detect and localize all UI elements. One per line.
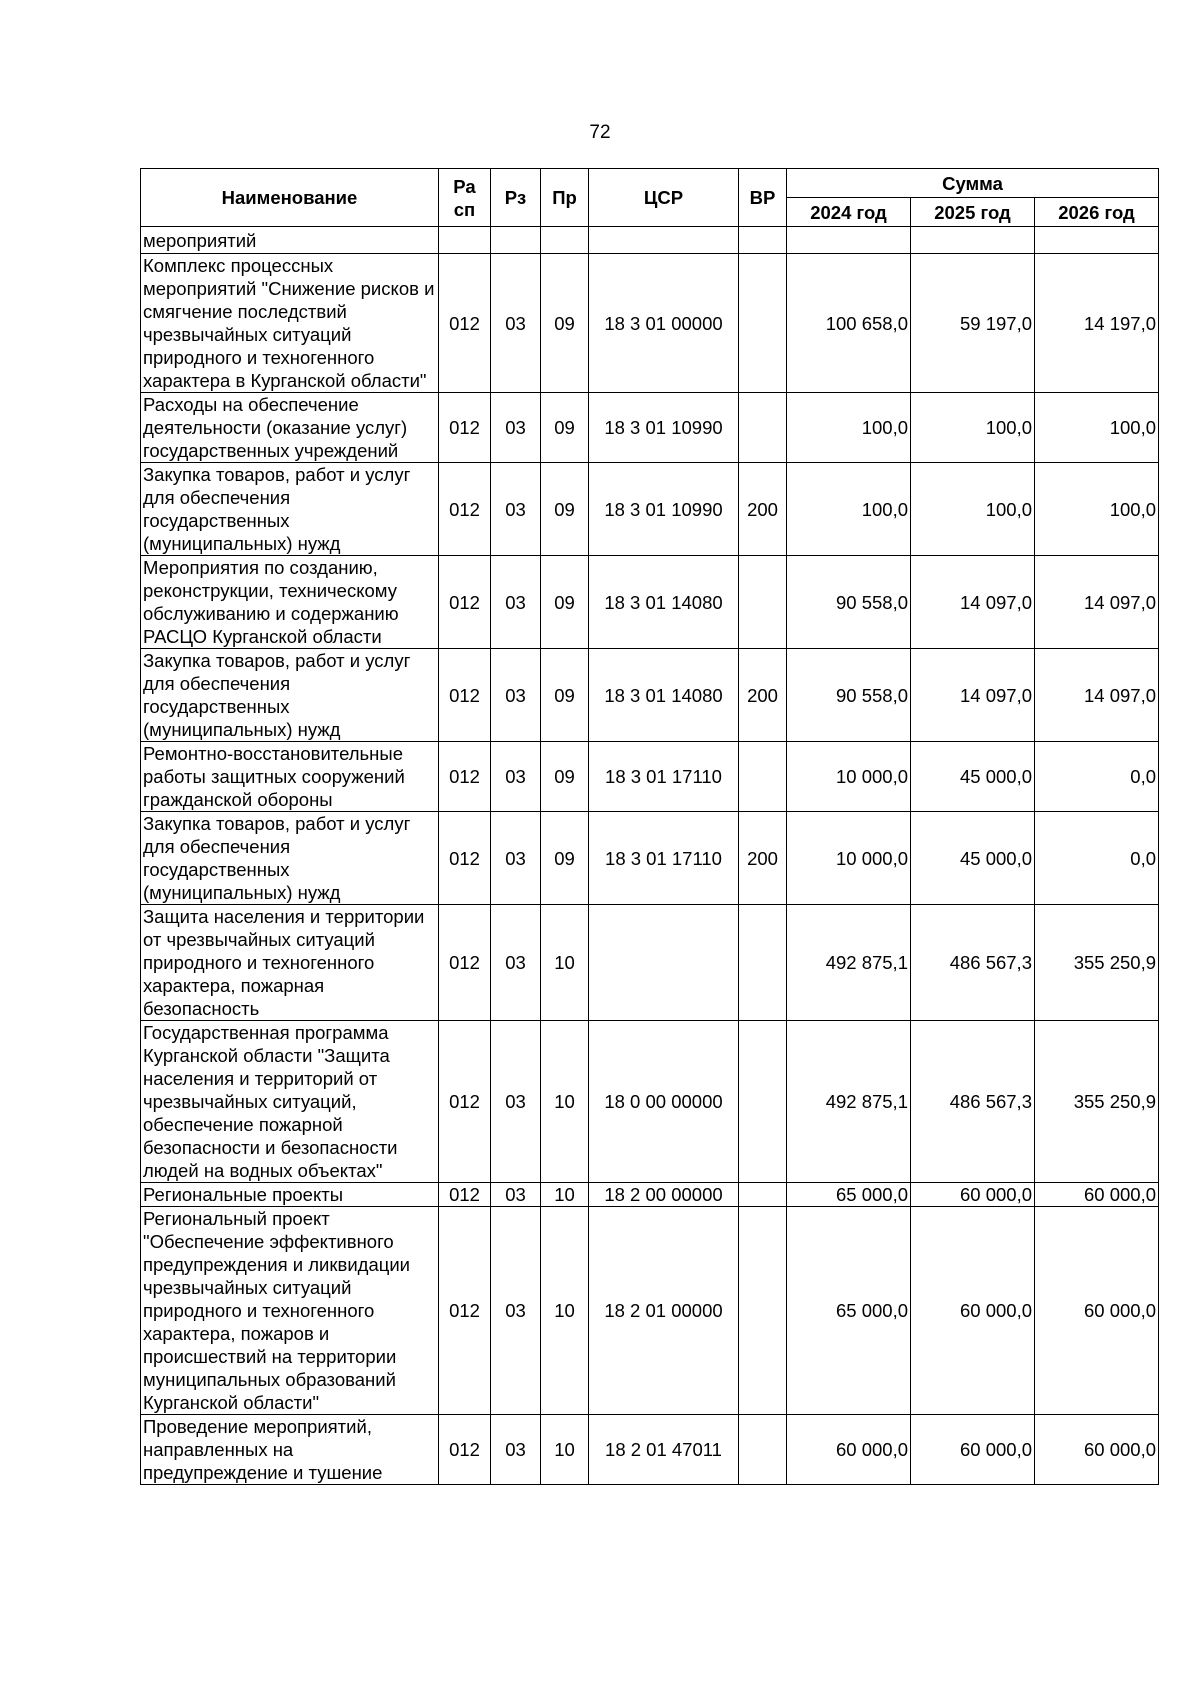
row-sum-2024: 100,0: [787, 463, 911, 556]
row-sum-2025: 100,0: [911, 393, 1035, 463]
row-sum-2024: 90 558,0: [787, 556, 911, 649]
row-sum-2025: 59 197,0: [911, 254, 1035, 393]
row-pr: 09: [541, 649, 589, 742]
row-sum-2026: 60 000,0: [1035, 1183, 1159, 1207]
row-sum-2026: 60 000,0: [1035, 1415, 1159, 1485]
row-sum-2025: 45 000,0: [911, 812, 1035, 905]
table-row: [141, 1021, 1159, 1183]
row-vr: [739, 393, 787, 463]
row-pr: 10: [541, 1207, 589, 1415]
row-pr: 09: [541, 812, 589, 905]
table-header: [141, 169, 1159, 227]
row-pr: 10: [541, 905, 589, 1021]
row-name: мероприятий: [141, 227, 439, 254]
row-rasp: 012: [439, 1183, 491, 1207]
row-sum-2026: 0,0: [1035, 812, 1159, 905]
row-csr: 18 3 01 14080: [589, 649, 739, 742]
row-name: Региональные проекты: [141, 1183, 439, 1207]
row-name: Закупка товаров, работ и услуг для обеспечения государственных (муниципальных) нужд: [141, 812, 439, 905]
table-row: [141, 1207, 1159, 1415]
row-pr: 09: [541, 463, 589, 556]
row-sum-2026: 0,0: [1035, 742, 1159, 812]
row-vr: [739, 742, 787, 812]
row-sum-2026: 60 000,0: [1035, 1207, 1159, 1415]
row-name: Закупка товаров, работ и услуг для обеспечения государственных (муниципальных) нужд: [141, 649, 439, 742]
row-csr: 18 3 01 10990: [589, 393, 739, 463]
row-sum-2025: 486 567,3: [911, 1021, 1035, 1183]
row-pr: 09: [541, 254, 589, 393]
row-rz: 03: [491, 1021, 541, 1183]
row-sum-2024: 492 875,1: [787, 905, 911, 1021]
row-csr: 18 2 01 47011: [589, 1415, 739, 1485]
row-pr: 09: [541, 556, 589, 649]
row-sum-2026: 355 250,9: [1035, 1021, 1159, 1183]
row-csr: [589, 227, 739, 254]
row-rasp: 012: [439, 812, 491, 905]
row-sum-2024: 100,0: [787, 393, 911, 463]
row-rasp: 012: [439, 393, 491, 463]
header-rasp: Ра сп: [439, 169, 491, 227]
row-sum-2024: 492 875,1: [787, 1021, 911, 1183]
row-sum-2026: 100,0: [1035, 393, 1159, 463]
row-rz: 03: [491, 1415, 541, 1485]
row-vr: [739, 905, 787, 1021]
row-rz: 03: [491, 905, 541, 1021]
row-name: Защита населения и территории от чрезвычайных ситуаций природного и техногенного характера, пожарная безопасность: [141, 905, 439, 1021]
row-sum-2025: 60 000,0: [911, 1207, 1035, 1415]
header-pr: Пр: [541, 169, 589, 227]
row-sum-2024: 65 000,0: [787, 1183, 911, 1207]
table-row: [141, 393, 1159, 463]
table-row: [141, 463, 1159, 556]
row-pr: 10: [541, 1021, 589, 1183]
row-rasp: 012: [439, 463, 491, 556]
row-csr: 18 3 01 17110: [589, 742, 739, 812]
row-vr: 200: [739, 463, 787, 556]
row-rz: 03: [491, 742, 541, 812]
row-rz: 03: [491, 556, 541, 649]
header-vr: ВР: [739, 169, 787, 227]
row-sum-2025: 100,0: [911, 463, 1035, 556]
header-year-2026: 2026 год: [1035, 198, 1159, 227]
row-sum-2026: 355 250,9: [1035, 905, 1159, 1021]
row-sum-2026: 14 097,0: [1035, 649, 1159, 742]
row-rasp: 012: [439, 1207, 491, 1415]
row-name: Проведение мероприятий, направленных на предупреждение и тушение: [141, 1415, 439, 1485]
row-sum-2024: 65 000,0: [787, 1207, 911, 1415]
row-sum-2024: [787, 227, 911, 254]
row-rasp: [439, 227, 491, 254]
row-vr: [739, 254, 787, 393]
row-sum-2026: [1035, 227, 1159, 254]
row-rasp: 012: [439, 742, 491, 812]
table-row: [141, 812, 1159, 905]
row-sum-2025: 60 000,0: [911, 1183, 1035, 1207]
row-sum-2026: 14 097,0: [1035, 556, 1159, 649]
row-sum-2025: 45 000,0: [911, 742, 1035, 812]
row-sum-2024: 90 558,0: [787, 649, 911, 742]
table-row: [141, 1415, 1159, 1485]
row-csr: 18 0 00 00000: [589, 1021, 739, 1183]
row-rz: [491, 227, 541, 254]
table-row: [141, 556, 1159, 649]
table-row: [141, 742, 1159, 812]
row-sum-2024: 10 000,0: [787, 812, 911, 905]
row-name: Расходы на обеспечение деятельности (оказание услуг) государственных учреждений: [141, 393, 439, 463]
table-row: [141, 649, 1159, 742]
row-rasp: 012: [439, 254, 491, 393]
page-number: 72: [589, 122, 611, 143]
row-rasp: 012: [439, 556, 491, 649]
row-rz: 03: [491, 812, 541, 905]
row-name: Закупка товаров, работ и услуг для обеспечения государственных (муниципальных) нужд: [141, 463, 439, 556]
row-sum-2024: 10 000,0: [787, 742, 911, 812]
row-sum-2026: 14 197,0: [1035, 254, 1159, 393]
row-vr: [739, 1183, 787, 1207]
header-rz: Рз: [491, 169, 541, 227]
table-body: [141, 227, 1159, 1485]
row-sum-2025: 14 097,0: [911, 649, 1035, 742]
row-sum-2025: 486 567,3: [911, 905, 1035, 1021]
row-rasp: 012: [439, 649, 491, 742]
header-year-2024: 2024 год: [787, 198, 911, 227]
row-csr: 18 2 00 00000: [589, 1183, 739, 1207]
row-vr: [739, 556, 787, 649]
row-csr: 18 3 01 00000: [589, 254, 739, 393]
row-sum-2025: 14 097,0: [911, 556, 1035, 649]
table-row: [141, 1183, 1159, 1207]
row-sum-2024: 60 000,0: [787, 1415, 911, 1485]
row-name: Комплекс процессных мероприятий "Снижение рисков и смягчение последствий чрезвычайных ситуаций природного и техногенного характера в Курганской области": [141, 254, 439, 393]
row-vr: 200: [739, 812, 787, 905]
row-sum-2024: 100 658,0: [787, 254, 911, 393]
row-name: Государственная программа Курганской области "Защита населения и территорий от чрезвычайных ситуаций, обеспечение пожарной безопасности и безопасности людей на водных объектах": [141, 1021, 439, 1183]
row-sum-2026: 100,0: [1035, 463, 1159, 556]
table-row: [141, 254, 1159, 393]
row-pr: 10: [541, 1183, 589, 1207]
row-pr: 09: [541, 393, 589, 463]
row-pr: 09: [541, 742, 589, 812]
table-row: [141, 905, 1159, 1021]
row-name: Ремонтно-восстановительные работы защитных сооружений гражданской обороны: [141, 742, 439, 812]
row-rz: 03: [491, 254, 541, 393]
row-rz: 03: [491, 463, 541, 556]
header-name: Наименование: [141, 169, 439, 227]
row-vr: [739, 1415, 787, 1485]
row-vr: [739, 1207, 787, 1415]
row-pr: [541, 227, 589, 254]
header-year-2025: 2025 год: [911, 198, 1035, 227]
row-name: Региональный проект "Обеспечение эффективного предупреждения и ликвидации чрезвычайных ситуаций природного и техногенного характера, пожаров и происшествий на территории муниципальных образований Курганской области": [141, 1207, 439, 1415]
row-csr: [589, 905, 739, 1021]
row-rz: 03: [491, 649, 541, 742]
header-csr: ЦСР: [589, 169, 739, 227]
row-rz: 03: [491, 1183, 541, 1207]
row-rasp: 012: [439, 1415, 491, 1485]
row-name: Мероприятия по созданию, реконструкции, техническому обслуживанию и содержанию РАСЦО Курганской области: [141, 556, 439, 649]
row-csr: 18 2 01 00000: [589, 1207, 739, 1415]
row-rasp: 012: [439, 1021, 491, 1183]
row-csr: 18 3 01 10990: [589, 463, 739, 556]
row-sum-2025: 60 000,0: [911, 1415, 1035, 1485]
row-vr: [739, 1021, 787, 1183]
table-row: [141, 227, 1159, 254]
row-rz: 03: [491, 393, 541, 463]
row-vr: 200: [739, 649, 787, 742]
budget-table: [140, 168, 1159, 1485]
row-vr: [739, 227, 787, 254]
row-csr: 18 3 01 14080: [589, 556, 739, 649]
row-sum-2025: [911, 227, 1035, 254]
header-sum: Сумма: [787, 169, 1159, 198]
row-rz: 03: [491, 1207, 541, 1415]
row-csr: 18 3 01 17110: [589, 812, 739, 905]
row-pr: 10: [541, 1415, 589, 1485]
row-rasp: 012: [439, 905, 491, 1021]
